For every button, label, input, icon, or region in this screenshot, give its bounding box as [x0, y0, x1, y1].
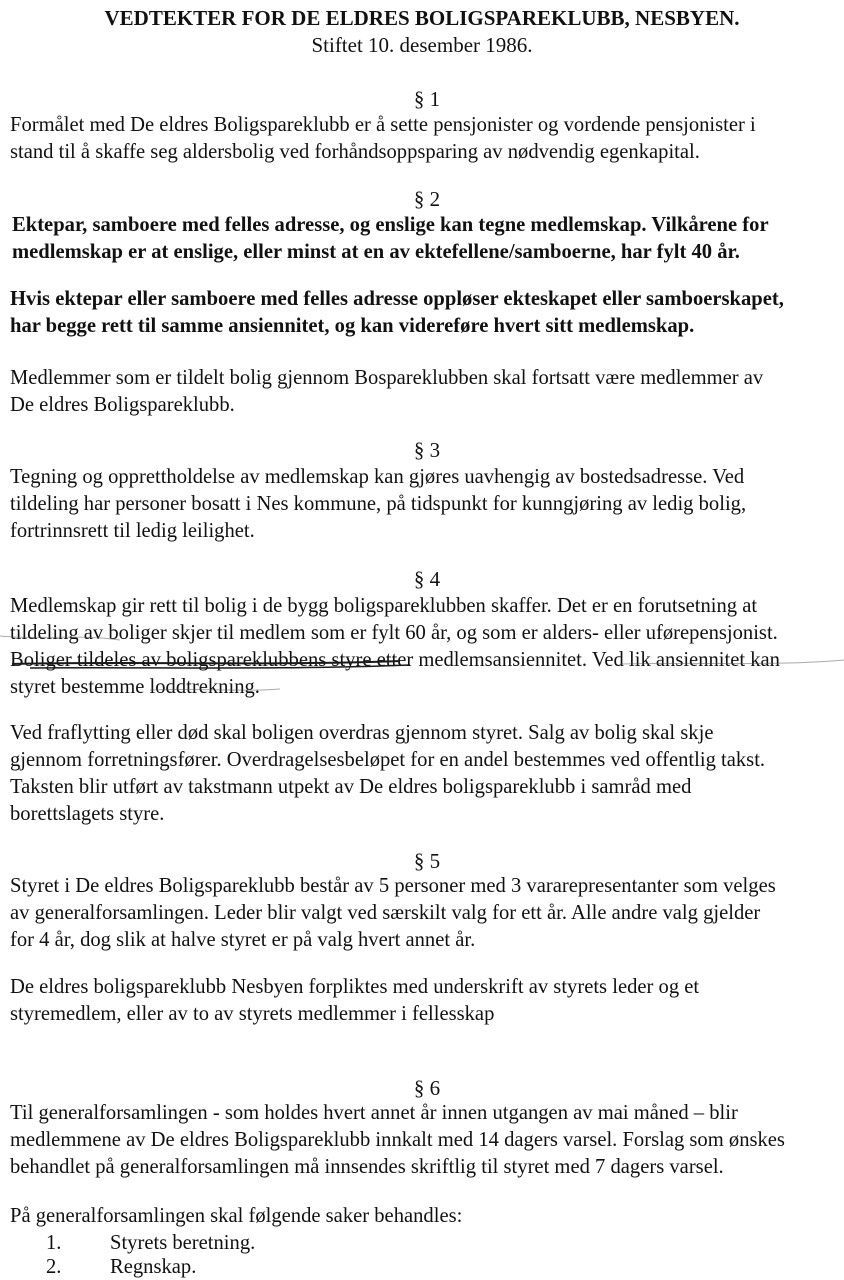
text-line: stand til å skaffe seg aldersbolig ved forhåndsoppsparing av nødvendig egenkapital.: [10, 141, 700, 163]
section-1-heading: § 1: [413, 87, 441, 111]
section-6-heading: § 6: [413, 1076, 441, 1100]
text-line: Boliger tildeles av boligspareklubbens styre etter medlemsansiennitet. Ved lik ansiennitet kan: [10, 649, 780, 671]
section-5-heading: § 5: [413, 849, 441, 873]
document-title: VEDTEKTER FOR DE ELDRES BOLIGSPAREKLUBB, NESBYEN.: [104, 6, 740, 30]
text-line: Medlemmer som er tildelt bolig gjennom Bospareklubben skal fortsatt være medlemmer av: [10, 367, 764, 389]
text-line: for 4 år, dog slik at halve styret er på valg hvert annet år.: [10, 929, 476, 951]
text-line: fortrinnsrett til ledig leilighet.: [10, 520, 255, 542]
text-line: Taksten blir utført av takstmann utpekt av De eldres boligspareklubb i samråd med: [10, 776, 692, 798]
section-5-paragraph-2: [10, 974, 844, 1028]
text-line: behandlet på generalforsamlingen må innsendes skriftlig til styret med 7 dagers varsel.: [10, 1156, 724, 1178]
section-2-paragraph-2: [10, 286, 844, 340]
section-3-paragraph: [10, 464, 844, 545]
text-line: gjennom forretningsfører. Overdragelsesbeløpet for en andel bestemmes ved offentlig takst.: [10, 749, 766, 771]
section-6-paragraph-2: [10, 1203, 844, 1230]
text-line: Styret i De eldres Boligspareklubb består av 5 personer med 3 vararepresentanter som velges: [10, 875, 776, 897]
text-line: av generalforsamlingen. Leder blir valgt ved særskilt valg for ett år. Alle andre valg gjelder: [10, 902, 761, 924]
text-line: Formålet med De eldres Boligspareklubb er å sette pensjonister og vordende pensjonister i: [10, 114, 756, 136]
section-2-paragraph-1: [12, 212, 844, 266]
text-line: borettslagets styre.: [10, 803, 165, 825]
section-3-heading: § 3: [413, 438, 441, 462]
section-2-heading: § 2: [413, 187, 441, 211]
text-line: Hvis ektepar eller samboere med felles adresse oppløser ekteskapet eller samboerskapet,: [10, 288, 784, 310]
text-line: På generalforsamlingen skal følgende saker behandles:: [10, 1205, 463, 1227]
text-line: tildeling av boliger skjer til medlem som er fylt 60 år, og som er alders- eller uførepensjonist.: [10, 622, 778, 644]
text-line: De eldres Boligspareklubb.: [10, 394, 235, 416]
text-line: medlemskap er at enslige, eller minst at en av ektefellene/samboerne, har fylt 40 år.: [12, 241, 740, 263]
section-1-paragraph: [10, 112, 844, 166]
list-item-number: 2.: [46, 1256, 62, 1278]
text-line: medlemmene av De eldres Boligspareklubb innkalt med 14 dagers varsel. Forslag som ønskes: [10, 1129, 785, 1151]
section-4-paragraph-2: [10, 720, 844, 828]
text-line: Ektepar, samboere med felles adresse, og enslige kan tegne medlemskap. Vilkårene for: [12, 214, 769, 236]
section-4-heading: § 4: [413, 567, 441, 591]
section-2-paragraph-3: [10, 365, 844, 419]
section-6-paragraph-1: [10, 1100, 844, 1181]
text-line: Medlemskap gir rett til bolig i de bygg boligspareklubben skaffer. Det er en forutsetning at: [10, 595, 758, 617]
text-line: Til generalforsamlingen - som holdes hvert annet år innen utgangen av mai måned – blir: [10, 1102, 738, 1124]
list-item-text: Styrets beretning.: [110, 1232, 256, 1254]
text-line: tildeling har personer bosatt i Nes kommune, på tidspunkt for kunngjøring av ledig bolig,: [10, 493, 747, 515]
list-item-number: 1.: [46, 1232, 62, 1254]
text-line: har begge rett til samme ansiennitet, og kan videreføre hvert sitt medlemskap.: [10, 315, 695, 337]
section-4-paragraph-1: [10, 593, 844, 701]
text-line: styret bestemme loddtrekning.: [10, 676, 260, 698]
text-line: Tegning og opprettholdelse av medlemskap kan gjøres uavhengig av bostedsadresse. Ved: [10, 466, 745, 488]
text-line: styremedlem, eller av to av styrets medlemmer i fellesskap: [10, 1003, 495, 1025]
section-5-paragraph-1: [10, 873, 844, 954]
text-line: De eldres boligspareklubb Nesbyen forpliktes med underskrift av styrets leder og et: [10, 976, 700, 998]
text-line: Ved fraflytting eller død skal boligen overdras gjennom styret. Salg av bolig skal skje: [10, 722, 714, 744]
list-item-text: Regnskap.: [110, 1256, 197, 1278]
document-subtitle: Stiftet 10. desember 1986.: [311, 33, 533, 57]
